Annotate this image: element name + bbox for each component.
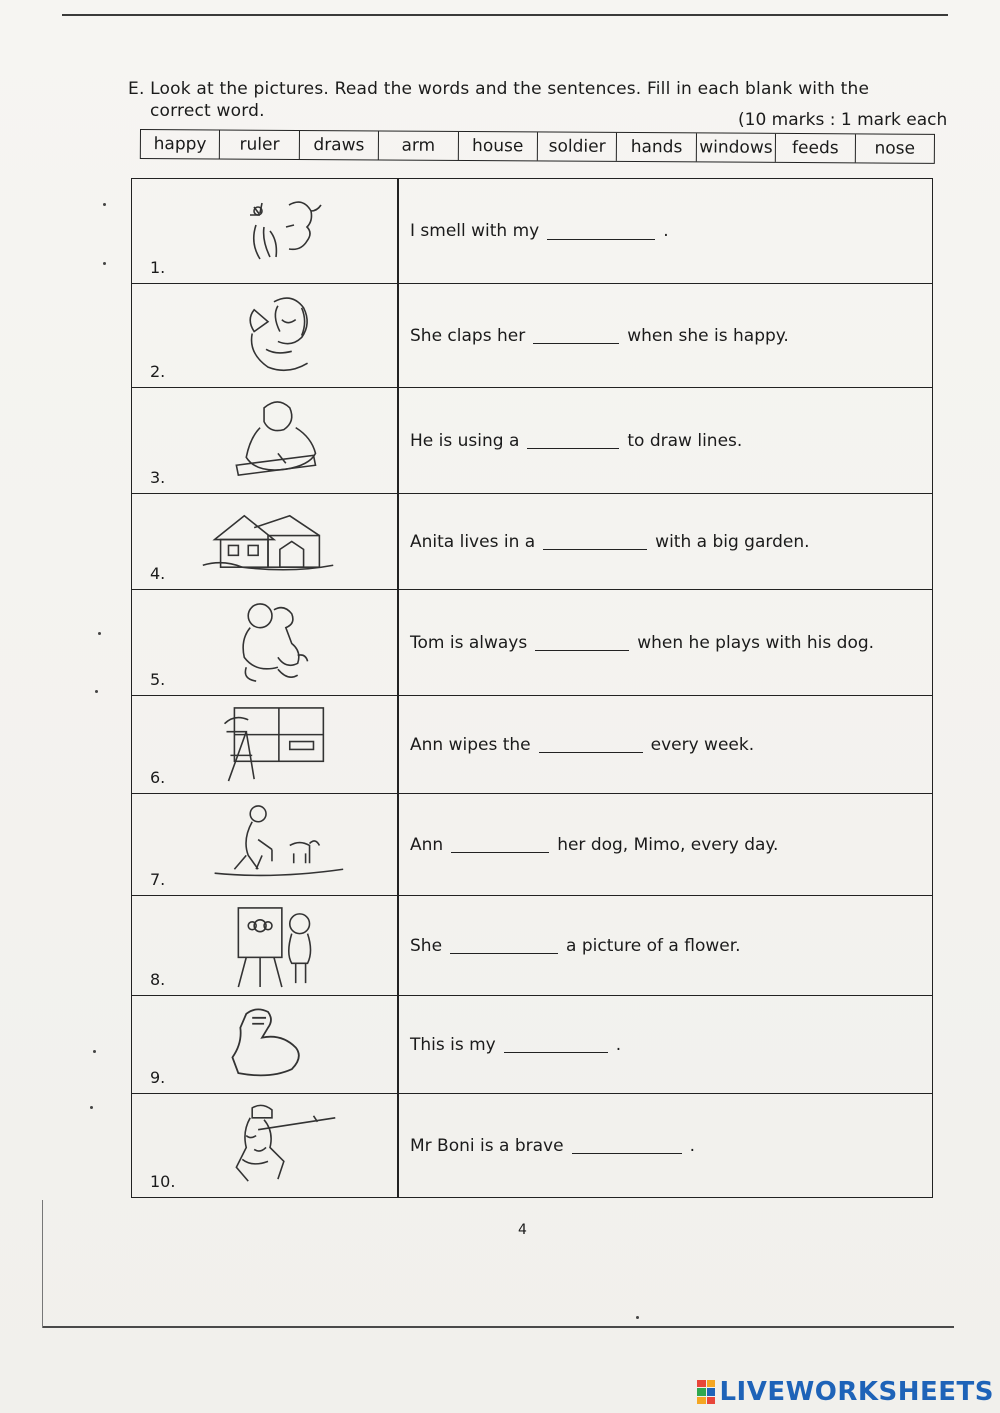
speck	[90, 1106, 93, 1109]
item-number: 3.	[150, 468, 166, 487]
sentence-end: .	[615, 1034, 622, 1055]
logo-badge-icon	[697, 1380, 715, 1404]
exercise-row	[132, 995, 932, 1093]
answer-blank[interactable]	[547, 223, 655, 240]
smelling-flower-picture	[194, 185, 344, 277]
sentence-end: .	[689, 1135, 695, 1156]
exercise-row	[132, 283, 932, 387]
sentence-start: Mr Boni is a brave	[410, 1135, 564, 1156]
top-rule	[62, 14, 948, 16]
sentence-start: He is using a	[410, 430, 520, 451]
item-number: 8.	[150, 970, 166, 989]
exercise-row	[132, 387, 932, 493]
item-number: 4.	[150, 564, 166, 583]
item-number: 2.	[150, 362, 166, 381]
exercise-row	[132, 793, 932, 895]
sentence	[410, 794, 778, 895]
word-bank-item: house	[458, 132, 538, 160]
sentence-end: her dog, Mimo, every day.	[557, 834, 779, 855]
boy-with-ruler-picture	[194, 394, 344, 487]
girl-drawing-picture	[194, 902, 344, 989]
item-number: 10.	[150, 1172, 176, 1191]
answer-blank[interactable]	[450, 937, 558, 954]
speck	[98, 632, 101, 635]
sentence-start: Anita lives in a	[410, 531, 536, 552]
answer-blank[interactable]	[572, 1137, 682, 1154]
sentence	[410, 1094, 695, 1197]
sentence	[410, 590, 874, 695]
exercise-row	[132, 179, 932, 283]
word-bank-item: ruler	[220, 130, 300, 158]
sentence-end: .	[663, 221, 669, 241]
sentence-end: every week.	[650, 734, 755, 755]
sentence-end: when she is happy.	[627, 325, 789, 346]
sentence-start: She	[410, 935, 443, 956]
speck	[95, 690, 98, 693]
logo-text: LIVEWORKSHEETS	[719, 1377, 994, 1407]
answer-blank[interactable]	[504, 1036, 608, 1053]
sentence-start: This is my	[410, 1034, 496, 1055]
sentence	[410, 996, 621, 1093]
answer-blank[interactable]	[535, 634, 629, 651]
word-bank-item: windows	[697, 133, 777, 161]
item-number: 9.	[150, 1068, 166, 1087]
sentence-start: I smell with my	[410, 221, 540, 241]
exercise-row	[132, 1093, 932, 1197]
word-bank	[140, 129, 935, 164]
page-number: 4	[518, 1222, 527, 1238]
word-bank-item: nose	[874, 138, 916, 159]
answer-blank[interactable]	[451, 836, 549, 853]
answer-blank[interactable]	[533, 327, 619, 344]
soldier-picture	[194, 1100, 344, 1191]
sentence	[410, 896, 741, 995]
sentence-start: Ann	[410, 834, 444, 855]
speck	[103, 262, 106, 265]
liveworksheets-logo	[697, 1377, 994, 1407]
word-bank-item: draws	[300, 131, 380, 159]
sentence-start: She claps her	[410, 325, 526, 346]
exercise-row	[132, 493, 932, 589]
word-bank-item: feeds	[776, 134, 856, 162]
sentence-end: to draw lines.	[627, 430, 743, 451]
sentence-start: Tom is always	[410, 632, 528, 653]
instructions-line-2: correct word.	[150, 101, 265, 121]
answer-blank[interactable]	[543, 533, 647, 550]
word-bank-item: arm	[379, 131, 459, 159]
item-number: 7.	[150, 870, 166, 889]
sentence-end: with a big garden.	[655, 531, 810, 552]
answer-blank[interactable]	[539, 736, 643, 753]
house-picture	[194, 500, 344, 583]
answer-blank[interactable]	[527, 432, 619, 449]
clapping-girl-picture	[194, 290, 344, 381]
word-bank-item: hands	[617, 133, 697, 161]
speck	[636, 1316, 639, 1319]
exercise-row	[132, 589, 932, 695]
sentence-end: a picture of a flower.	[566, 935, 741, 956]
sentence	[410, 284, 789, 387]
sentence	[410, 494, 810, 589]
word-bank-item: happy	[141, 130, 221, 158]
item-number: 6.	[150, 768, 166, 787]
feeding-dog-picture	[194, 800, 344, 889]
boy-with-dog-picture	[194, 596, 344, 689]
word-bank-item: soldier	[538, 132, 618, 160]
item-number: 1.	[150, 258, 166, 277]
speck	[93, 1050, 96, 1053]
sentence-end: when he plays with his dog.	[637, 632, 875, 653]
sentence	[410, 696, 754, 793]
marks-note: (10 marks : 1 mark each	[738, 110, 948, 130]
exercise-row	[132, 695, 932, 793]
exercise-row	[132, 895, 932, 995]
exercise-table	[131, 178, 933, 1198]
bottom-rule	[42, 1326, 954, 1328]
left-margin-line	[42, 1200, 43, 1328]
speck	[103, 203, 106, 206]
window-picture	[194, 702, 344, 787]
arm-picture	[194, 1002, 344, 1087]
sentence	[410, 179, 669, 283]
instructions-line-1: E. Look at the pictures. Read the words and the sentences. Fill in each blank with the	[128, 79, 870, 99]
item-number: 5.	[150, 670, 166, 689]
sentence-start: Ann wipes the	[410, 734, 531, 755]
sentence	[410, 388, 742, 493]
